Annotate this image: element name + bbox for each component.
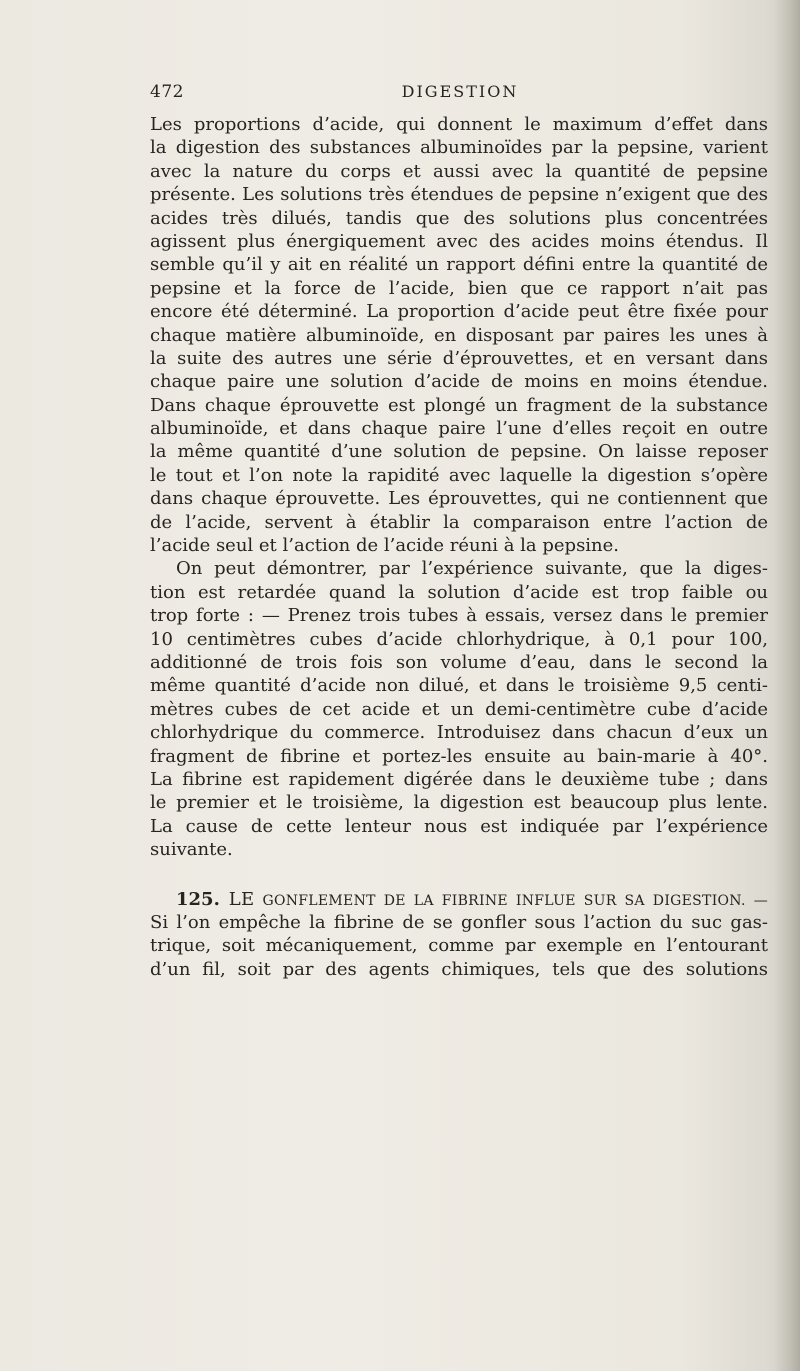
text-line: dans chaque éprouvette. Les éprouvettes, qui ne contiennent que [150,488,768,510]
section-title: LE GONFLEMENT DE LA FIBRINE INFLUE SUR SA DIGESTION. — [228,888,768,910]
text-line: La fibrine est rapidement digérée dans le deuxième tube ; dans [150,768,768,790]
text-line: Si l’on empêche la fibrine de se gonfler sous l’action du suc gas- [150,911,768,933]
text-line: suivante. [150,839,233,861]
text-line: mètres cubes de cet acide et un demi-centimètre cube d’acide [150,698,768,720]
text-line: On peut démontrer, par l’expérience suivante, que la diges- [176,558,768,580]
text-line: chlorhydrique du commerce. Introduisez dans chacun d’eux un [150,722,768,744]
text-line: 10 centimètres cubes d’acide chlorhydrique, à 0,1 pour 100, [150,628,768,650]
text-line: acides très dilués, tandis que des solutions plus concentrées [150,207,768,229]
text-line: l’acide seul et l’action de l’acide réuni à la pepsine. [150,535,620,557]
text-line: la digestion des substances albuminoïdes par la pepsine, varient [150,137,768,159]
text-line: tion est retardée quand la solution d’acide est trop faible ou [150,581,768,603]
text-line: semble qu’il y ait en réalité un rapport défini entre la quantité de [150,254,768,276]
text-line: La cause de cette lenteur nous est indiquée par l’expérience [150,815,768,837]
section-gap [150,862,768,888]
text-line: la même quantité d’une solution de pepsine. On laisse reposer [150,441,768,463]
text-line: additionné de trois fois son volume d’eau, dans le second la [150,651,768,673]
text-line: trop forte : — Prenez trois tubes à essais, versez dans le premier [150,605,768,627]
page-number: 472 [150,82,184,102]
text-line: fragment de fibrine et portez-les ensuite au bain-marie à 40°. [150,745,768,767]
text-line: même quantité d’acide non dilué, et dans le troisième 9,5 centi- [150,675,768,697]
text-line: encore été déterminé. La proportion d’acide peut être fixée pour [150,301,768,323]
text-line: de l’acide, servent à établir la comparaison entre l’action de [150,511,768,533]
text-line: Dans chaque éprouvette est plongé un fragment de la substance [150,394,768,416]
text-line: présente. Les solutions très étendues de pepsine n’exigent que des [150,184,768,206]
section-heading [150,888,768,911]
text-line: albuminoïde, et dans chaque paire l’une d’elles reçoit en outre [150,418,768,440]
running-title: DIGESTION [401,82,519,101]
text-line: avec la nature du corps et aussi avec la quantité de pepsine [150,160,768,182]
text-line: la suite des autres une série d’éprouvettes, et en versant dans [150,347,768,369]
text-body [150,113,768,981]
text-line: pepsine et la force de l’acide, bien que ce rapport n’ait pas [150,277,768,299]
text-line: chaque paire une solution d’acide de moins en moins étendue. [150,371,768,393]
text-line: trique, soit mécaniquement, comme par exemple en l’entourant [150,935,768,957]
text-line: d’un fil, soit par des agents chimiques, tels que des solutions [150,958,768,980]
page-edge-shadow [774,0,800,1371]
text-line: le tout et l’on note la rapidité avec laquelle la digestion s’opère [150,464,768,486]
running-head [150,82,770,108]
text-line: agissent plus énergiquement avec des acides moins étendus. Il [150,230,768,252]
text-line: le premier et le troisième, la digestion est beaucoup plus lente. [150,792,768,814]
section-number: 125. [176,888,220,910]
text-line: Les proportions d’acide, qui donnent le maximum d’effet dans [150,114,768,135]
text-line: chaque matière albuminoïde, en disposant par paires les unes à [150,324,768,346]
